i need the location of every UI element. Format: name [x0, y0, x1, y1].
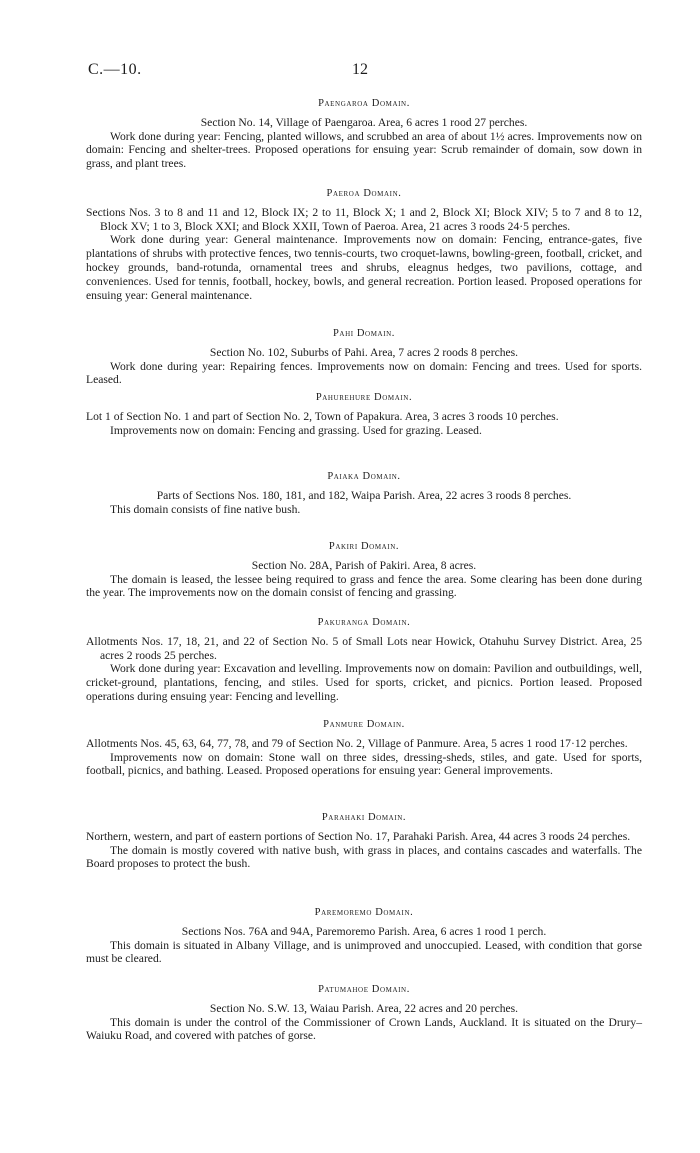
domain-description: Section No. 102, Suburbs of Pahi. Area, 7 acres 2 roods 8 perches.	[209, 345, 519, 359]
domain-description: Section No. 14, Village of Paengaroa. Area, 6 acres 1 rood 27 perches.	[200, 115, 528, 129]
domain-title: Parahaki Domain.	[321, 812, 407, 823]
domain-section-pahi	[86, 327, 642, 387]
domain-body: Work done during year: Fencing, planted willows, and scrubbed an area of about 1½ acres. Improvements now on domain: Fencing and shelter-trees. Proposed operations for ensuing year: Scrub remainder of domain, sow down in grass, and plant trees.	[86, 129, 642, 171]
domain-title: Paremoremo Domain.	[314, 907, 414, 918]
domain-body: Improvements now on domain: Stone wall on three sides, dressing-sheds, stiles, and gate. Used for sports, football, picnics, and bathing. Leased. Proposed operations for ensuing year: General improvements.	[86, 750, 642, 778]
domain-section-paeroa	[86, 187, 642, 302]
domain-title: Pahurehure Domain.	[315, 392, 413, 403]
domain-section-pakiri	[86, 540, 642, 600]
domain-description: Allotments Nos. 17, 18, 21, and 22 of Section No. 5 of Small Lots near Howick, Otahuhu Survey District. Area, 25 acres 2 roods 25 perches.	[86, 634, 642, 662]
domain-title: Pakuranga Domain.	[317, 617, 411, 628]
domain-section-patumahoe	[86, 983, 642, 1043]
domain-body: The domain is mostly covered with native bush, with grass in places, and contains cascades and waterfalls. The Board proposes to protect the bush.	[86, 843, 642, 871]
domain-body: This domain is under the control of the Commissioner of Crown Lands, Auckland. It is situated on the Drury–Waiuku Road, and covered with patches of gorse.	[86, 1015, 642, 1043]
domain-section-paiaka	[86, 470, 642, 516]
domain-body: The domain is leased, the lessee being required to grass and fence the area. Some clearing has been done during the year. The improvements now on the domain consist of fencing and grassing.	[86, 572, 642, 600]
document-reference: C.—10.	[88, 61, 142, 78]
domain-body: This domain is situated in Albany Village, and is unimproved and unoccupied. Leased, with condition that gorse must be cleared.	[86, 938, 642, 966]
domain-section-parahaki	[86, 811, 642, 871]
domain-section-pahurehure	[86, 391, 642, 437]
domain-body: This domain consists of fine native bush.	[110, 502, 301, 516]
domain-title: Paengaroa Domain.	[318, 98, 410, 109]
domain-section-panmure	[86, 718, 642, 778]
domain-title: Pahi Domain.	[332, 328, 396, 339]
domain-body: Work done during year: Excavation and levelling. Improvements now on domain: Pavilion and outbuildings, well, cricket-ground, plantations, fencing, and stiles. Used for sports, cricket, and picnics. Portion leased. Proposed operations during ensuing year: Fencing and levelling.	[86, 662, 642, 703]
domain-description: Sections Nos. 3 to 8 and 11 and 12, Block IX; 2 to 11, Block X; 1 and 2, Block XI; Block XIV; 5 to 7 and 8 to 12, Block XV; 1 to 3, Block XXI; and Block XXII, Town of Paeroa. Area, 21 acres 3 roods 24·5 perches.	[86, 205, 642, 233]
domain-description: Section No. 28A, Parish of Pakiri. Area, 8 acres.	[251, 558, 477, 572]
domain-description: Lot 1 of Section No. 1 and part of Section No. 2, Town of Papakura. Area, 3 acres 3 roods 10 perches.	[86, 409, 559, 423]
domain-section-paengaroa	[86, 97, 642, 171]
domain-section-paremoremo	[86, 906, 642, 966]
domain-body: Work done during year: Repairing fences. Improvements now on domain: Fencing and trees. Used for sports. Leased.	[86, 359, 642, 387]
domain-description: Northern, western, and part of eastern portions of Section No. 17, Parahaki Parish. Area, 44 acres 3 roods 24 perches.	[86, 829, 631, 843]
domain-description: Section No. S.W. 13, Waiau Parish. Area, 22 acres and 20 perches.	[209, 1001, 519, 1015]
domain-description: Sections Nos. 76A and 94A, Paremoremo Parish. Area, 6 acres 1 rood 1 perch.	[181, 924, 547, 938]
domain-body: Work done during year: General maintenance. Improvements now on domain: Fencing, entrance-gates, five plantations of shrubs with protective fences, two tennis-courts, two croquet-lawns, bowling-green, football, cricket, and hockey grounds, band-rotunda, ornamental trees and shrubs, eleagnus hedges, two pavilions, cottage, and conveniences. Used for tennis, football, hockey, bowls, and general recreation. Portion leased. Proposed operations for ensuing year: General maintenance.	[86, 233, 642, 302]
domain-description: Parts of Sections Nos. 180, 181, and 182, Waipa Parish. Area, 22 acres 3 roods 8 perches.	[156, 488, 572, 502]
domain-section-pakuranga	[86, 616, 642, 704]
page-number: 12	[352, 61, 368, 78]
domain-body: Improvements now on domain: Fencing and grassing. Used for grazing. Leased.	[110, 423, 482, 437]
domain-title: Patumahoe Domain.	[318, 984, 410, 995]
domain-title: Pakiri Domain.	[328, 541, 400, 552]
domain-description: Allotments Nos. 45, 63, 64, 77, 78, and 79 of Section No. 2, Village of Panmure. Area, 5 acres 1 rood 17·12 perches.	[86, 736, 628, 750]
domain-title: Paiaka Domain.	[327, 471, 401, 482]
domain-title: Paeroa Domain.	[326, 188, 402, 199]
domain-title: Panmure Domain.	[323, 719, 405, 730]
